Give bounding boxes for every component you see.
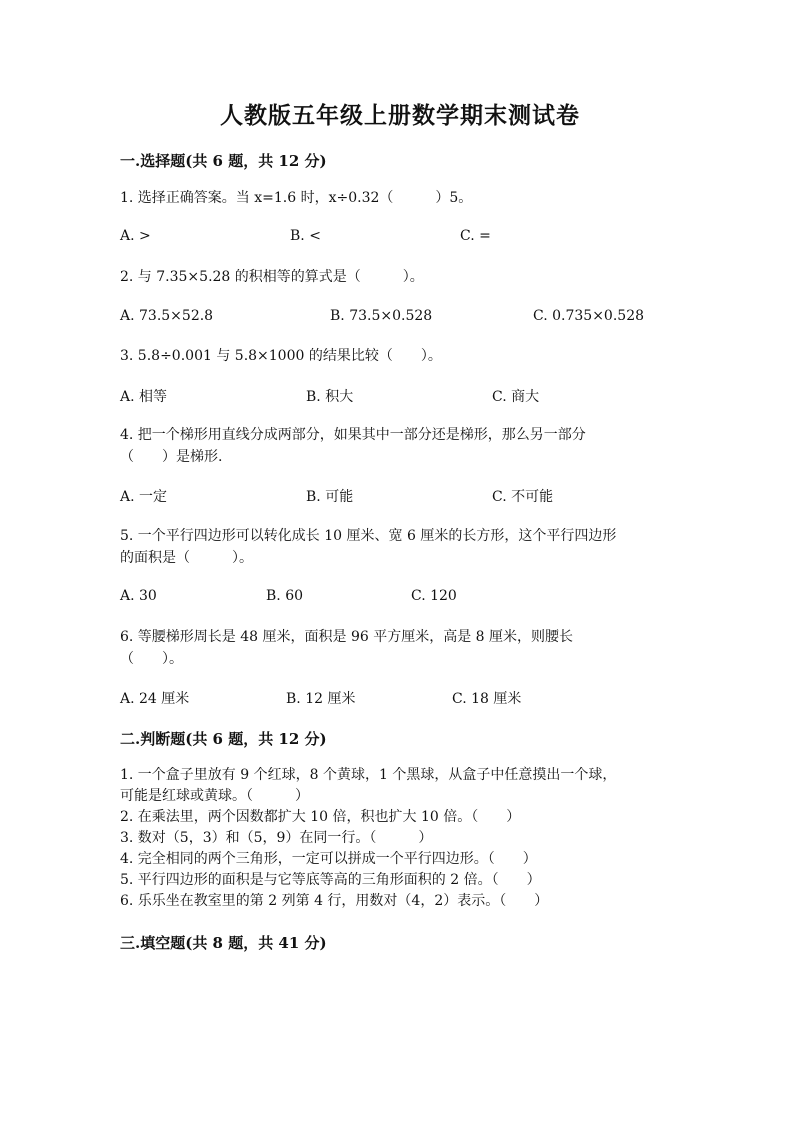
question-6-option-c: C. 18 厘米 xyxy=(452,691,522,707)
question-2-option-b: B. 73.5×0.528 xyxy=(330,308,433,324)
judgment-1-line2: 可能是红球或黄球。（ ） xyxy=(120,788,309,804)
question-1-option-c: C. = xyxy=(460,228,491,244)
question-4-text-line2: （ ）是梯形. xyxy=(120,449,223,465)
question-6-text-line1: 6. 等腰梯形周长是 48 厘米，面积是 96 平方厘米，高是 8 厘米，则腰长 xyxy=(120,629,574,645)
question-3-option-c: C. 商大 xyxy=(492,389,540,405)
question-4-option-b: B. 可能 xyxy=(306,489,354,505)
question-5-text-line1: 5. 一个平行四边形可以转化成长 10 厘米、宽 6 厘米的长方形，这个平行四边形 xyxy=(120,528,617,544)
question-4-text-line1: 4. 把一个梯形用直线分成两部分，如果其中一部分还是梯形，那么另一部分 xyxy=(120,427,586,443)
judgment-1-line1: 1. 一个盒子里放有 9 个红球，8 个黄球，1 个黑球，从盒子中任意摸出一个球， xyxy=(120,767,617,783)
question-6-text-line2: （ ）。 xyxy=(120,651,183,667)
question-3-option-b: B. 积大 xyxy=(306,389,354,405)
question-5-option-a: A. 30 xyxy=(120,588,157,604)
judgment-6: 6. 乐乐坐在教室里的第 2 列第 4 行，用数对（4，2）表示。（ ） xyxy=(120,893,549,909)
question-6-option-b: B. 12 厘米 xyxy=(286,691,356,707)
judgment-4: 4. 完全相同的两个三角形，一定可以拼成一个平行四边形。（ ） xyxy=(120,851,537,867)
question-2-option-a: A. 73.5×52.8 xyxy=(120,308,214,324)
page-title: 人教版五年级上册数学期末测试卷 xyxy=(220,102,580,129)
question-3-option-a: A. 相等 xyxy=(120,389,168,405)
judgment-5: 5. 平行四边形的面积是与它等底等高的三角形面积的 2 倍。（ ） xyxy=(120,872,541,888)
question-5-text-line2: 的面积是（ ）。 xyxy=(120,550,253,566)
question-5-option-c: C. 120 xyxy=(411,588,457,604)
judgment-2: 2. 在乘法里，两个因数都扩大 10 倍，积也扩大 10 倍。（ ） xyxy=(120,809,521,825)
judgment-3: 3. 数对（5，3）和（5，9）在同一行。（ ） xyxy=(120,830,433,846)
question-1-option-a: A. > xyxy=(120,228,151,244)
question-4-option-c: C. 不可能 xyxy=(492,489,554,505)
question-3-text: 3. 5.8÷0.001 与 5.8×1000 的结果比较（ ）。 xyxy=(120,348,442,364)
section-header-choice: 一.选择题(共 6 题，共 12 分) xyxy=(120,152,327,170)
question-2-option-c: C. 0.735×0.528 xyxy=(533,308,645,324)
question-4-option-a: A. 一定 xyxy=(120,489,168,505)
question-6-option-a: A. 24 厘米 xyxy=(120,691,190,707)
section-header-judgment: 二.判断题(共 6 题，共 12 分) xyxy=(120,730,327,748)
question-2-text: 2. 与 7.35×5.28 的积相等的算式是（ ）。 xyxy=(120,269,424,285)
question-1-option-b: B. < xyxy=(290,228,321,244)
section-header-fill-blank: 三.填空题(共 8 题，共 41 分) xyxy=(120,934,327,952)
question-1-text: 1. 选择正确答案。当 x=1.6 时，x÷0.32（ ）5。 xyxy=(120,190,473,206)
question-5-option-b: B. 60 xyxy=(266,588,304,604)
